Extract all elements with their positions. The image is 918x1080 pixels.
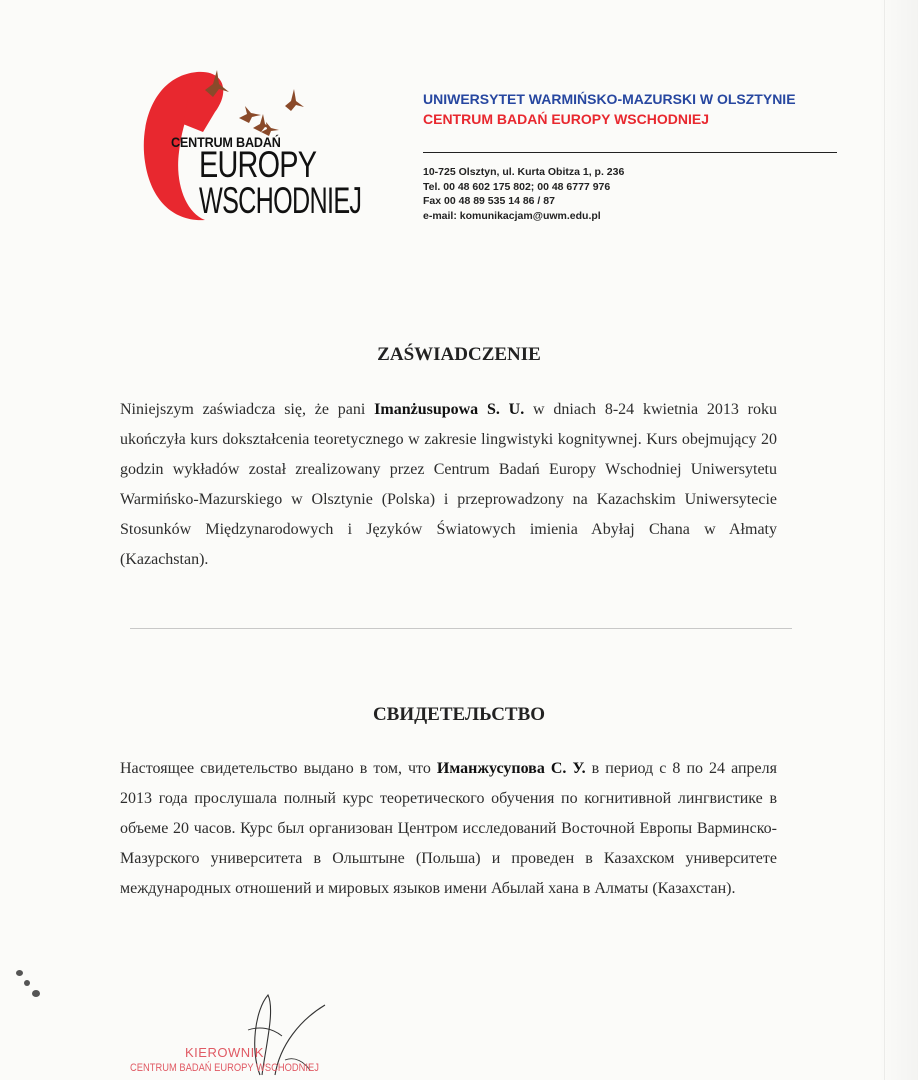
centre-logo	[135, 62, 395, 242]
signature-subtitle: CENTRUM BADAŃ EUROPY WSCHODNIEJ	[130, 1062, 319, 1074]
section-divider	[130, 628, 792, 629]
contact-block	[423, 165, 624, 223]
logo-big-text-line2: WSCHODNIEJ	[199, 180, 362, 221]
university-name: UNIWERSYTET WARMIŃSKO-MAZURSKI W OLSZTYNIE	[423, 91, 796, 107]
russian-title: СВИДЕТЕЛЬСТВО	[372, 704, 546, 725]
polish-paragraph	[120, 395, 777, 575]
contact-fax: Fax 00 48 89 535 14 86 / 87	[423, 195, 555, 207]
scan-smudge	[32, 990, 40, 997]
polish-title: ZAŚWIADCZENIE	[377, 344, 541, 365]
centre-name: CENTRUM BADAŃ EUROPY WSCHODNIEJ	[423, 111, 709, 127]
polish-text-after: w dniach 8-24 kwietnia 2013 roku ukończyła kurs dokształcenia teoretycznego w zakresie lingwistyki kognitywnej. Kurs obejmujący 20 godzin wykładów został zrealizowany przez Centrum Badań Europy Wschodniej Uniwersytetu Warmińsko-Mazurskiego w Olsztynie (Polska) i przeprowadzony na Kazachskim Uniwersytecie Stosunków Międzynarodowych i Języków Światowych imienia Abyłaj Chana w Ałmaty (Kazachstan).	[120, 401, 778, 568]
polish-person-name: Imanżusupowa S. U.	[374, 401, 525, 418]
russian-paragraph	[120, 754, 777, 904]
header-rule	[423, 152, 837, 153]
russian-text-before: Настоящее свидетельство выдано в том, что	[120, 760, 437, 777]
signature-title: KIEROWNIK	[185, 1045, 264, 1060]
russian-person-name: Иманжусупова С. У.	[436, 760, 586, 777]
russian-text-after: в период с 8 по 24 апреля 2013 года прослушала полный курс теоретического обучения по когнитивной лингвистике в объеме 20 часов. Курс был организован Центром исследований Восточной Европы Варминско-Мазурского университета в Ольштыне (Польша) и проведен в Казахском университете международных отношений и мировых языков имени Абылай хана в Алматы (Казахстан).	[120, 760, 778, 897]
logo-big-text-line1: EUROPY	[199, 144, 317, 185]
contact-address: 10-725 Olsztyn, ul. Kurta Obitza 1, p. 236	[423, 166, 625, 178]
scan-smudge	[24, 980, 30, 986]
logo-small-text: CENTRUM BADAŃ	[171, 134, 281, 150]
scan-smudge	[16, 970, 23, 976]
page-edge-line	[884, 0, 885, 1080]
contact-tel: Tel. 00 48 602 175 802; 00 48 6777 976	[423, 180, 611, 193]
polish-text-before: Niniejszym zaświadcza się, że pani	[120, 401, 375, 418]
contact-email[interactable]: e-mail: komunikacjam@uwm.edu.pl	[423, 209, 601, 222]
